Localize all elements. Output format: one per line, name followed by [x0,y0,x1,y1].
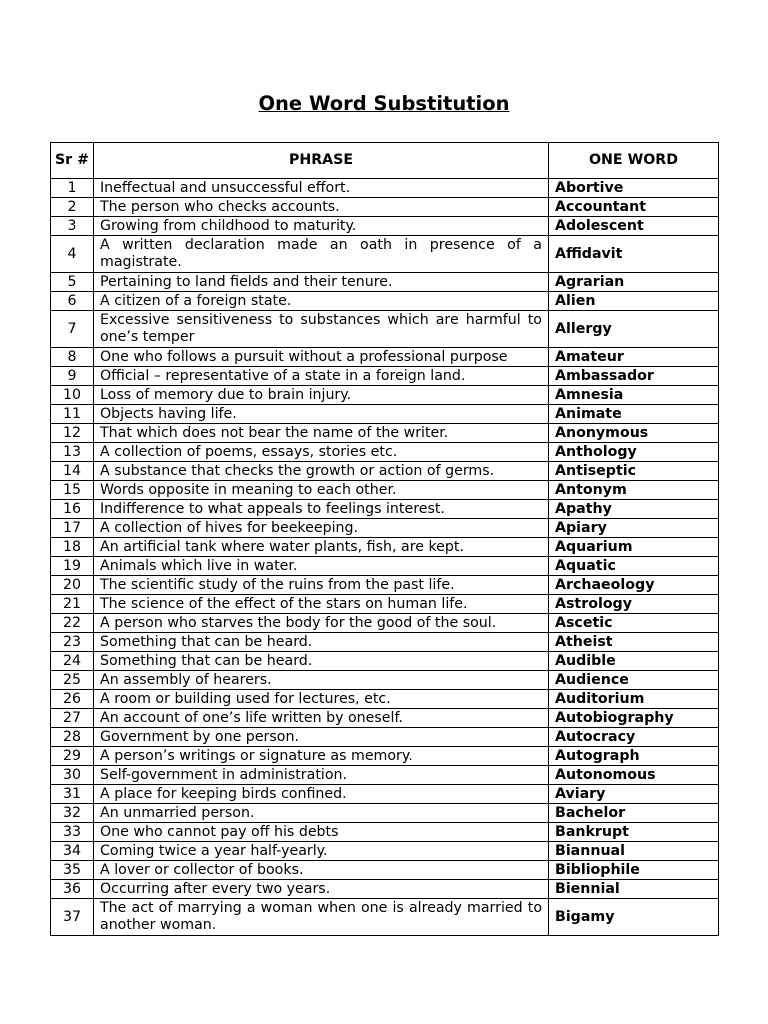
row-one-word: Adolescent [549,217,719,236]
header-sr: Sr # [51,143,94,179]
row-phrase: A person who starves the body for the good of the soul. [94,614,549,633]
row-number: 22 [51,614,94,633]
row-number: 7 [51,311,94,348]
table-row [51,728,719,747]
row-number: 9 [51,367,94,386]
row-one-word: Auditorium [549,690,719,709]
row-phrase: Objects having life. [94,405,549,424]
row-one-word: Abortive [549,179,719,198]
table-row [51,179,719,198]
table-row [51,386,719,405]
row-number: 30 [51,766,94,785]
row-number: 27 [51,709,94,728]
row-phrase: A place for keeping birds confined. [94,785,549,804]
row-one-word: Autobiography [549,709,719,728]
table-row [51,614,719,633]
row-number: 35 [51,861,94,880]
table-row [51,443,719,462]
row-one-word: Aviary [549,785,719,804]
row-phrase: An unmarried person. [94,804,549,823]
row-number: 32 [51,804,94,823]
table-row [51,519,719,538]
row-phrase: Government by one person. [94,728,549,747]
row-number: 36 [51,880,94,899]
table-row [51,595,719,614]
table-row [51,747,719,766]
row-phrase: A citizen of a foreign state. [94,292,549,311]
table-row [51,424,719,443]
row-number: 5 [51,273,94,292]
row-phrase: An assembly of hearers. [94,671,549,690]
row-one-word: Bigamy [549,899,719,936]
row-phrase: Something that can be heard. [94,633,549,652]
row-phrase: An account of one’s life written by oneself. [94,709,549,728]
table-header-row [51,143,719,179]
row-phrase: Animals which live in water. [94,557,549,576]
row-one-word: Biennial [549,880,719,899]
row-phrase: A lover or collector of books. [94,861,549,880]
row-number: 3 [51,217,94,236]
table-row [51,500,719,519]
row-one-word: Archaeology [549,576,719,595]
row-number: 20 [51,576,94,595]
row-phrase: A collection of hives for beekeeping. [94,519,549,538]
table-row [51,462,719,481]
row-phrase: A written declaration made an oath in presence of a magistrate. [94,236,549,273]
table-row [51,785,719,804]
row-phrase: One who cannot pay off his debts [94,823,549,842]
row-phrase: Occurring after every two years. [94,880,549,899]
row-one-word: Bachelor [549,804,719,823]
row-one-word: Biannual [549,842,719,861]
row-number: 29 [51,747,94,766]
table-row [51,557,719,576]
row-one-word: Atheist [549,633,719,652]
row-one-word: Aquatic [549,557,719,576]
row-one-word: Ambassador [549,367,719,386]
row-number: 17 [51,519,94,538]
row-phrase: A person’s writings or signature as memory. [94,747,549,766]
table-row [51,217,719,236]
table-row [51,652,719,671]
row-phrase: The science of the effect of the stars on human life. [94,595,549,614]
substitution-table [50,142,719,936]
table-row [51,880,719,899]
table-row [51,690,719,709]
table-row [51,709,719,728]
row-number: 33 [51,823,94,842]
page-title: One Word Substitution [258,92,510,115]
row-one-word: Audible [549,652,719,671]
row-phrase: Something that can be heard. [94,652,549,671]
row-one-word: Allergy [549,311,719,348]
table-row [51,823,719,842]
row-phrase: Official – representative of a state in a foreign land. [94,367,549,386]
row-phrase: Self-government in administration. [94,766,549,785]
row-phrase: The scientific study of the ruins from the past life. [94,576,549,595]
row-phrase: The act of marrying a woman when one is already married to another woman. [94,899,549,936]
row-number: 19 [51,557,94,576]
row-one-word: Apathy [549,500,719,519]
row-phrase: Coming twice a year half-yearly. [94,842,549,861]
row-one-word: Accountant [549,198,719,217]
row-number: 18 [51,538,94,557]
table-row [51,273,719,292]
row-number: 4 [51,236,94,273]
row-one-word: Autocracy [549,728,719,747]
row-phrase: Excessive sensitiveness to substances which are harmful to one’s temper [94,311,549,348]
table-row [51,292,719,311]
row-number: 21 [51,595,94,614]
table-row [51,481,719,500]
row-one-word: Bibliophile [549,861,719,880]
table-row [51,861,719,880]
table-row [51,842,719,861]
row-one-word: Audience [549,671,719,690]
row-one-word: Antonym [549,481,719,500]
row-number: 11 [51,405,94,424]
row-one-word: Affidavit [549,236,719,273]
table-row [51,899,719,936]
row-one-word: Agrarian [549,273,719,292]
row-number: 6 [51,292,94,311]
table-row [51,766,719,785]
row-number: 24 [51,652,94,671]
row-phrase: That which does not bear the name of the writer. [94,424,549,443]
row-one-word: Alien [549,292,719,311]
row-number: 10 [51,386,94,405]
row-number: 16 [51,500,94,519]
table-body [51,179,719,936]
row-phrase: A room or building used for lectures, etc. [94,690,549,709]
row-one-word: Animate [549,405,719,424]
row-number: 2 [51,198,94,217]
table-row [51,538,719,557]
table-row [51,576,719,595]
table-row [51,671,719,690]
row-phrase: Pertaining to land fields and their tenure. [94,273,549,292]
row-one-word: Bankrupt [549,823,719,842]
table-row [51,405,719,424]
row-number: 12 [51,424,94,443]
row-one-word: Apiary [549,519,719,538]
table-row [51,804,719,823]
row-phrase: One who follows a pursuit without a professional purpose [94,348,549,367]
row-one-word: Aquarium [549,538,719,557]
table-row [51,633,719,652]
row-one-word: Anthology [549,443,719,462]
row-phrase: Loss of memory due to brain injury. [94,386,549,405]
row-one-word: Amateur [549,348,719,367]
table-row [51,236,719,273]
table-row [51,367,719,386]
row-number: 25 [51,671,94,690]
row-one-word: Ascetic [549,614,719,633]
row-number: 13 [51,443,94,462]
row-number: 31 [51,785,94,804]
row-number: 23 [51,633,94,652]
table-row [51,348,719,367]
row-number: 15 [51,481,94,500]
row-number: 14 [51,462,94,481]
row-number: 34 [51,842,94,861]
row-one-word: Autonomous [549,766,719,785]
row-phrase: Words opposite in meaning to each other. [94,481,549,500]
row-one-word: Autograph [549,747,719,766]
row-phrase: A substance that checks the growth or action of germs. [94,462,549,481]
row-one-word: Antiseptic [549,462,719,481]
row-phrase: The person who checks accounts. [94,198,549,217]
header-one-word: ONE WORD [549,143,719,179]
table-row [51,198,719,217]
row-phrase: Indifference to what appeals to feelings interest. [94,500,549,519]
row-number: 1 [51,179,94,198]
row-phrase: Growing from childhood to maturity. [94,217,549,236]
row-phrase: An artificial tank where water plants, fish, are kept. [94,538,549,557]
header-phrase: PHRASE [94,143,549,179]
row-number: 8 [51,348,94,367]
row-number: 37 [51,899,94,936]
row-one-word: Anonymous [549,424,719,443]
row-phrase: A collection of poems, essays, stories etc. [94,443,549,462]
row-one-word: Astrology [549,595,719,614]
row-number: 26 [51,690,94,709]
row-phrase: Ineffectual and unsuccessful effort. [94,179,549,198]
table-row [51,311,719,348]
row-number: 28 [51,728,94,747]
row-one-word: Amnesia [549,386,719,405]
